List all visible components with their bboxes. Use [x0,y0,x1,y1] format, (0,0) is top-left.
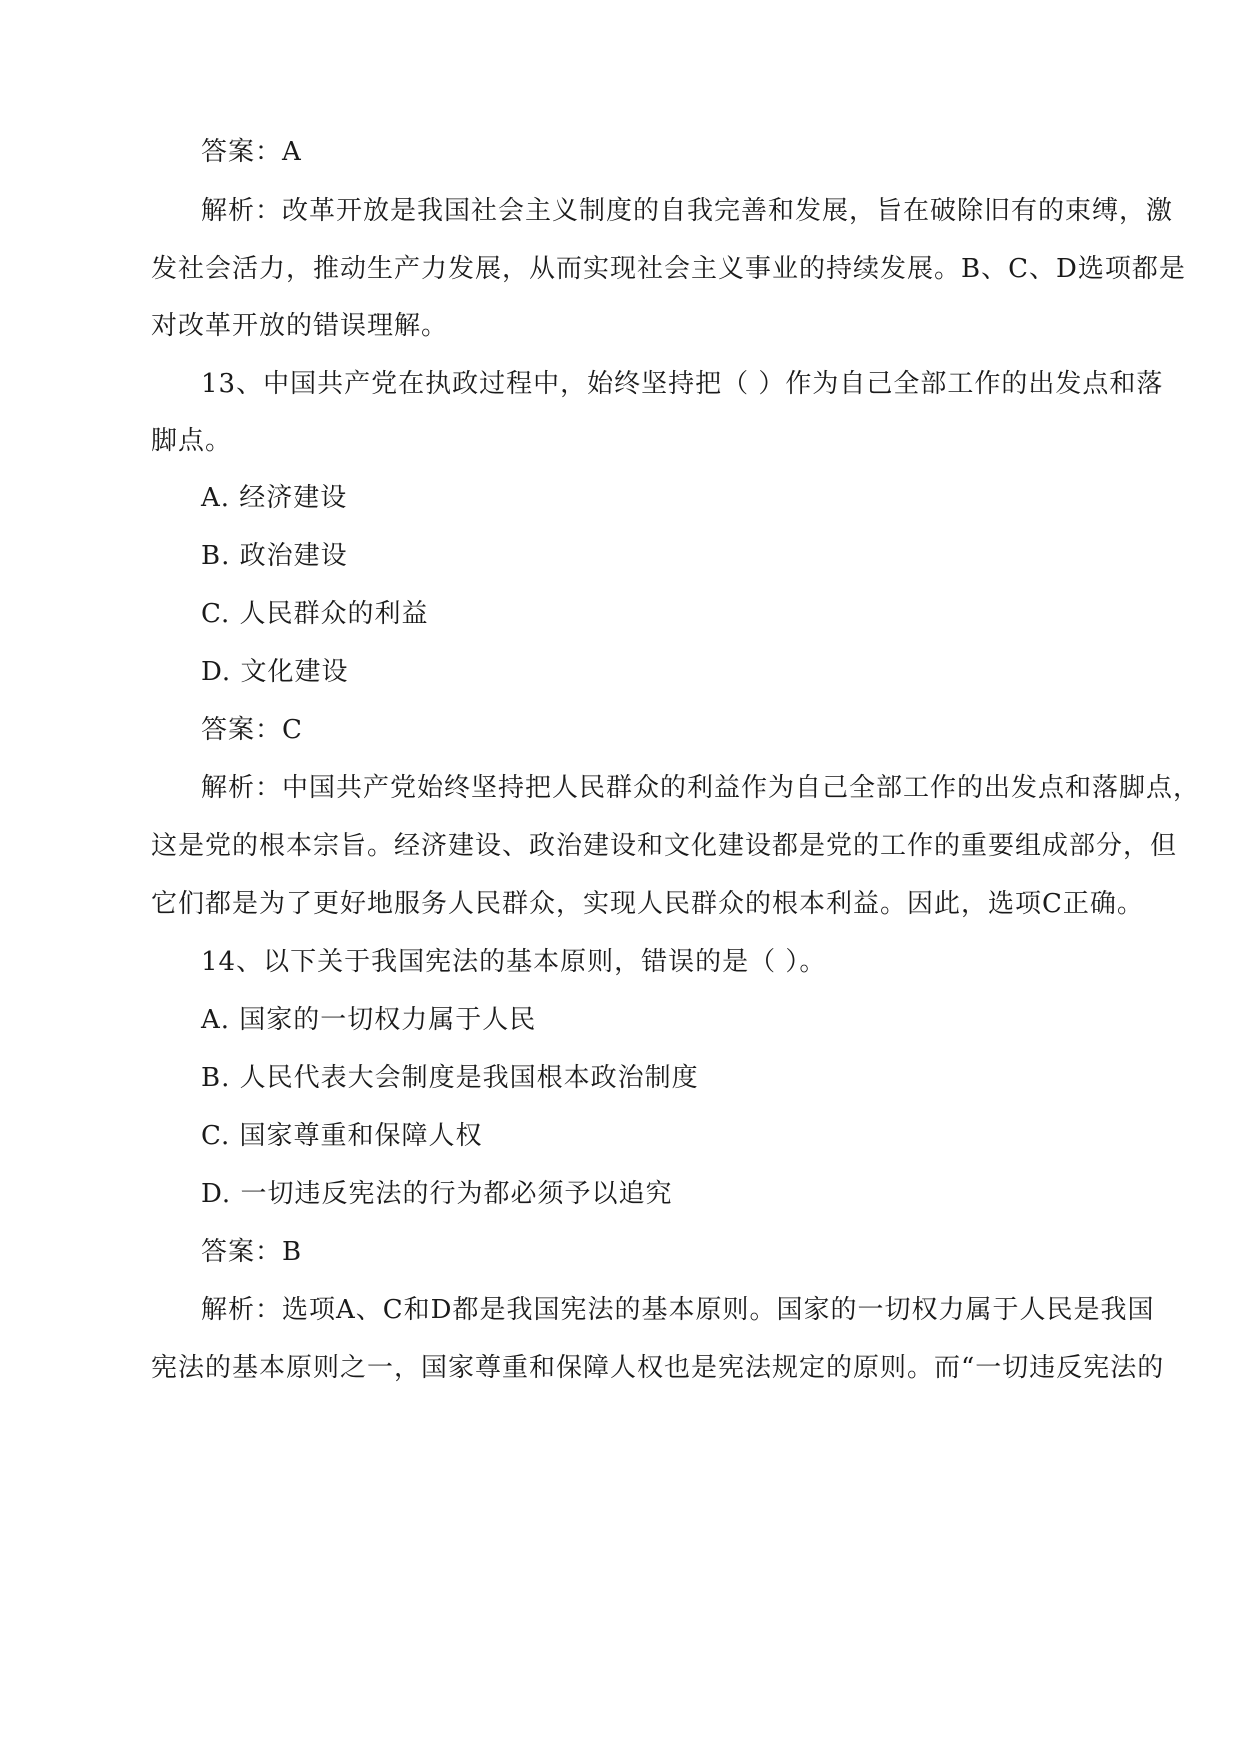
q14-option-c: C. 国家尊重和保障人权 [201,1121,483,1151]
q14-stem: 14、以下关于我国宪法的基本原则，错误的是（ ）。 [201,947,827,977]
prev-analysis-line-3: 对改革开放的错误理解。 [151,311,449,341]
q14-option-a: A. 国家的一切权力属于人民 [201,1005,537,1035]
q14-option-d: D. 一切违反宪法的行为都必须予以追究 [201,1179,673,1209]
prev-analysis-line-1: 解析：改革开放是我国社会主义制度的自我完善和发展，旨在破除旧有的束缚，激 [201,196,1174,226]
q14-analysis-line-1: 解析：选项A、C和D都是我国宪法的基本原则。国家的一切权力属于人民是我国 [201,1295,1155,1325]
prev-analysis-line-2: 发社会活力，推动生产力发展，从而实现社会主义事业的持续发展。B、C、D选项都是 [151,254,1186,284]
q13-analysis-line-3: 它们都是为了更好地服务人民群众，实现人民群众的根本利益。因此，选项C正确。 [151,889,1144,919]
q13-option-c: C. 人民群众的利益 [201,599,429,629]
q13-option-b: B. 政治建设 [201,541,348,571]
q14-answer: 答案：B [201,1237,303,1267]
q14-option-b: B. 人民代表大会制度是我国根本政治制度 [201,1063,699,1093]
q13-answer: 答案：C [201,715,303,745]
q13-stem-line-2: 脚点。 [151,426,233,456]
q13-analysis-line-1: 解析：中国共产党始终坚持把人民群众的利益作为自己全部工作的出发点和落脚点， [201,773,1201,803]
q13-analysis-line-2: 这是党的根本宗旨。经济建设、政治建设和文化建设都是党的工作的重要组成部分，但 [151,831,1178,861]
q13-option-a: A. 经济建设 [201,483,348,513]
q13-stem-line-1: 13、中国共产党在执政过程中，始终坚持把（ ）作为自己全部工作的出发点和落 [201,369,1164,399]
q13-option-d: D. 文化建设 [201,657,349,687]
prev-answer: 答案：A [201,137,302,167]
q14-analysis-line-2: 宪法的基本原则之一，国家尊重和保障人权也是宪法规定的原则。而“一切违反宪法的 [151,1353,1165,1383]
